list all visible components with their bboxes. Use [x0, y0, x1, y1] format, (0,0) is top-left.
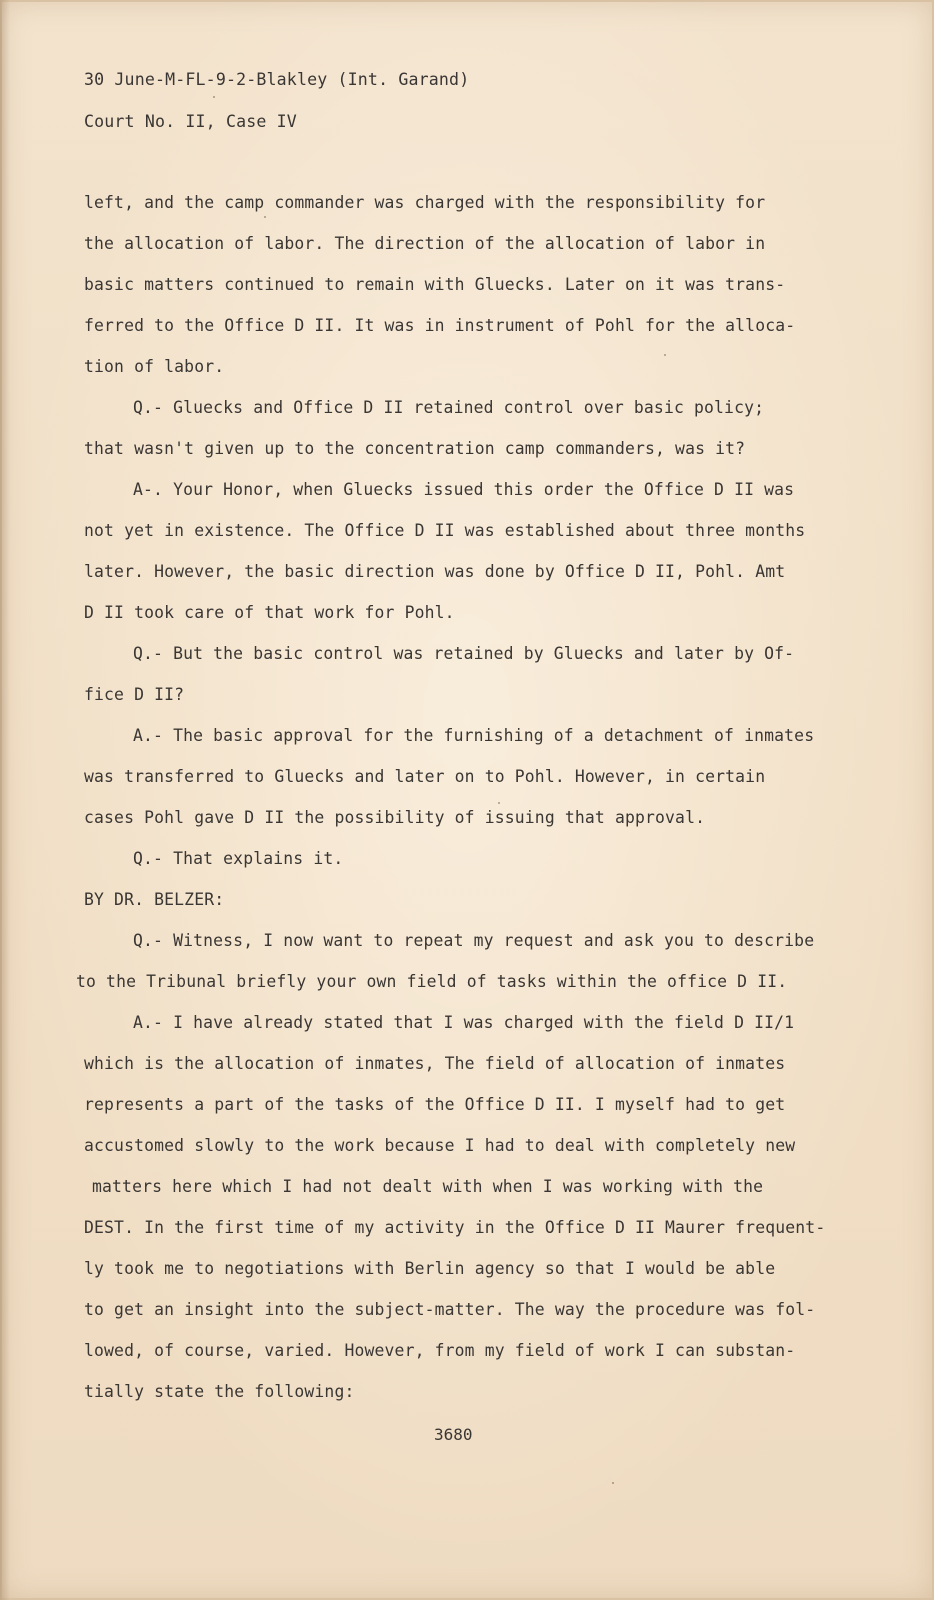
header-line-1: 30 June-M-FL-9-2-Blakley (Int. Garand) — [84, 70, 470, 89]
body-line: ly took me to negotiations with Berlin agency so that I would be able — [84, 1259, 776, 1278]
page-number: 3680 — [434, 1425, 473, 1444]
paper-speck — [213, 96, 215, 98]
paper-speck — [498, 802, 500, 804]
page-edge-shadow — [0, 0, 10, 1600]
body-line: not yet in existence. The Office D II was established about three months — [84, 521, 806, 540]
body-line: fice D II? — [84, 685, 185, 704]
body-line: to the Tribunal briefly your own field of tasks within the office D II. — [76, 972, 788, 991]
body-line: accustomed slowly to the work because I had to deal with completely new — [84, 1136, 796, 1155]
body-line: tion of labor. — [84, 357, 225, 376]
paper-speck — [664, 354, 666, 356]
body-line: DEST. In the first time of my activity in the Office D II Maurer frequent- — [84, 1218, 826, 1237]
header-line-2: Court No. II, Case IV — [84, 112, 297, 131]
body-line: lowed, of course, varied. However, from my field of work I can substan- — [84, 1341, 796, 1360]
body-line: A.- I have already stated that I was charged with the field D II/1 — [133, 1013, 795, 1032]
body-line: left, and the camp commander was charged with the responsibility for — [84, 193, 766, 212]
body-line: Q.- But the basic control was retained by Gluecks and later by Of- — [133, 644, 795, 663]
body-line: Q.- That explains it. — [133, 849, 344, 868]
body-line: which is the allocation of inmates, The field of allocation of inmates — [84, 1054, 786, 1073]
body-line: tially state the following: — [84, 1382, 355, 1401]
body-line: A-. Your Honor, when Gluecks issued this order the Office D II was — [133, 480, 795, 499]
body-line: represents a part of the tasks of the Office D II. I myself had to get — [84, 1095, 786, 1114]
body-line: to get an insight into the subject-matter. The way the procedure was fol- — [84, 1300, 816, 1319]
body-line: that wasn't given up to the concentration camp commanders, was it? — [84, 439, 746, 458]
body-line: Q.- Gluecks and Office D II retained control over basic policy; — [133, 398, 765, 417]
body-line: cases Pohl gave D II the possibility of issuing that approval. — [84, 808, 706, 827]
body-line: later. However, the basic direction was done by Office D II, Pohl. Amt — [84, 562, 786, 581]
body-line: matters here which I had not dealt with when I was working with the — [92, 1177, 764, 1196]
body-line: Q.- Witness, I now want to repeat my request and ask you to describe — [133, 931, 815, 950]
body-line: ferred to the Office D II. It was in instrument of Pohl for the alloca- — [84, 316, 796, 335]
body-line: was transferred to Gluecks and later on to Pohl. However, in certain — [84, 767, 766, 786]
body-line: basic matters continued to remain with Gluecks. Later on it was trans- — [84, 275, 786, 294]
body-line: D II took care of that work for Pohl. — [84, 603, 455, 622]
speaker-heading: BY DR. BELZER: — [84, 890, 225, 909]
paper-speck — [264, 216, 266, 218]
paper-speck — [612, 1482, 614, 1484]
body-line: A.- The basic approval for the furnishing of a detachment of inmates — [133, 726, 815, 745]
body-line: the allocation of labor. The direction of the allocation of labor in — [84, 234, 766, 253]
